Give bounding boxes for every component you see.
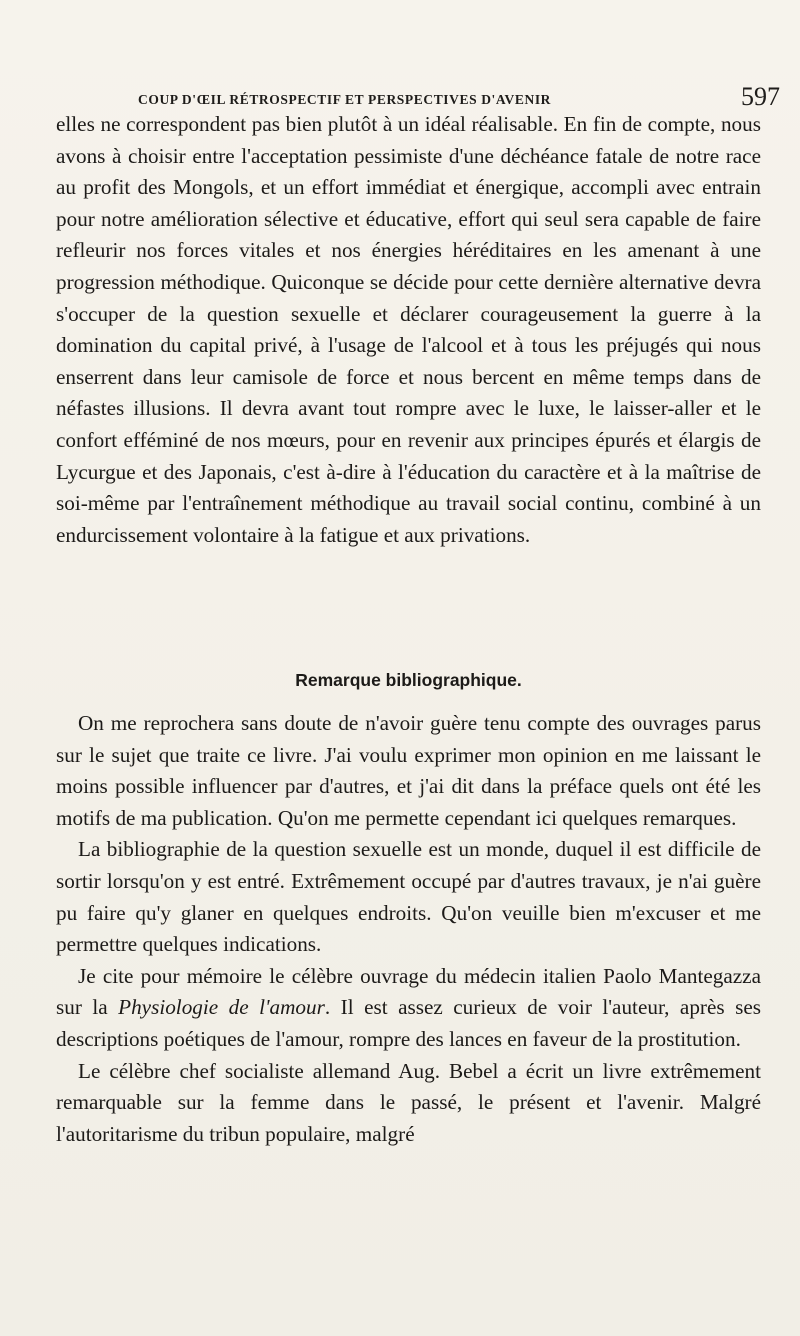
section-text — [56, 708, 761, 1150]
running-header: COUP D'ŒIL RÉTROSPECTIF ET PERSPECTIVES D'AVENIR — [138, 92, 552, 107]
paragraph-reproach: On me reprochera sans doute de n'avoir guère tenu compte des ouvrages parus sur le sujet que traite ce livre. J'ai voulu exprimer mon opinion en me laissant le moins possible influencer par d'autres, et j'ai dit dans la préface quels ont été les motifs de ma publication. Qu'on me permette cependant ici quelques remarques. — [56, 711, 761, 830]
paragraph-bibliography: La bibliographie de la question sexuelle est un monde, duquel il est difficile de sortir lorsqu'on y est entré. Extrêmement occupé par d'autres travaux, je n'ai guère pu faire qu'y glaner en quelques endroits. Qu'on veuille bien m'excuser et me permettre quelques indications. — [56, 837, 761, 957]
mantegazza-text-end: . Il est assez curieux de voir l'auteur, après ses descriptions poétiques de l'amour, rompre des lances en faveur de la prostitution. — [56, 995, 761, 1051]
paragraph-mantegazza — [56, 961, 761, 1056]
section-heading: Remarque bibliographique. — [295, 670, 522, 690]
paragraph-bebel: Le célèbre chef socialiste allemand Aug. Bebel a écrit un livre extrêmement remarquable sur la femme dans le passé, le présent et l'avenir. Malgré l'autoritarisme du tribun populaire, malgré — [56, 1058, 761, 1146]
page-number: 597 — [741, 82, 780, 111]
paragraph-continuation: elles ne correspondent pas bien plutôt à un idéal réalisable. En fin de compte, nous avons à choisir entre l'acceptation pessimiste d'une déchéance fatale de notre race au profit des Mongols, et un effort immédiat et énergique, accompli avec entrain pour notre amélioration sélective et éducative, effort qui seul sera capable de faire refleurir nos forces vitales et nos énergies héréditaires en les amenant à une progression méthodique. Quiconque se décide pour cette dernière alternative devra s'occuper de la question sexuelle et déclarer courageusement la guerre à la domination du capital privé, à l'usage de l'alcool et à tous les préjugés qui nous enserrent dans leur camisole de force et nous bercent en même temps dans de néfastes illusions. Il devra avant tout rompre avec le luxe, le laisser-aller et le confort efféminé de nos mœurs, pour en revenir aux principes épurés et élargis de Lycurgue et des Japonais, c'est à-dire à l'éducation du caractère et à la maîtrise de soi-même par l'entraînement méthodique au travail social continu, combiné à un endurcissement volontaire à la fatigue et aux privations. — [56, 112, 761, 547]
main-text — [56, 109, 761, 551]
book-title-physiologie: Physiologie de l'amour — [118, 995, 325, 1020]
mantegazza-text-start: Je cite pour mémoire le célèbre ouvrage du médecin italien Paolo Mantegazza sur la — [56, 963, 761, 1020]
